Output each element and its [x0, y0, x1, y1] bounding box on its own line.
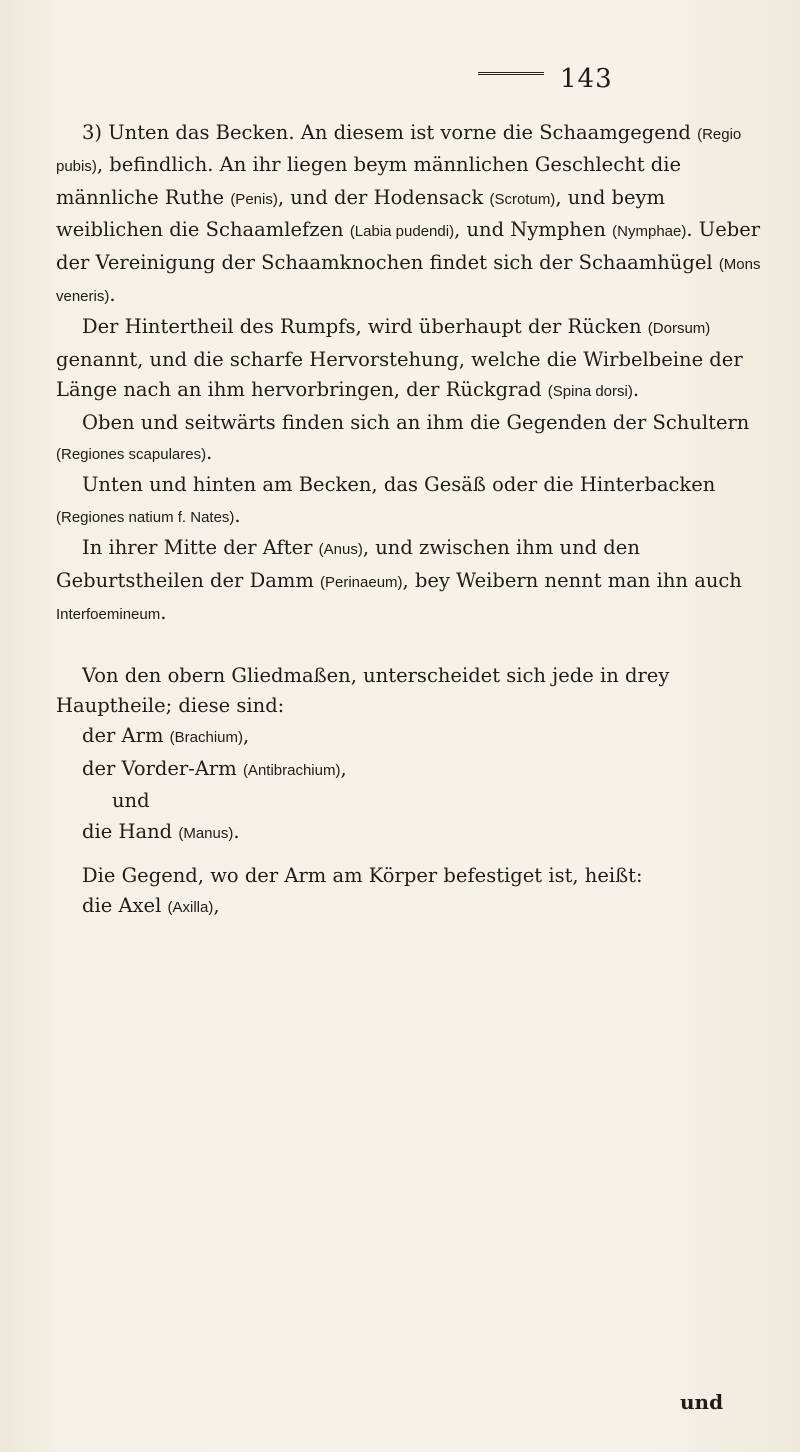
text-run: genannt, und die scharfe Hervorstehung, welche die Wirbelbeine der Länge nach an ihm hervorbringen, der Rückgrad [56, 347, 743, 402]
text-run: . [233, 819, 240, 843]
catchword: und [680, 1390, 724, 1414]
latin-term: (Spina dorsi) [547, 383, 633, 401]
paragraph-gesaess [56, 470, 776, 533]
latin-term: (Manus) [178, 824, 234, 842]
list-item-vorderarm [56, 754, 776, 786]
paragraph-becken [56, 118, 776, 312]
text-run: , und zwischen ihm und den Geburtstheilen der Damm [56, 536, 640, 592]
text-run: , bey Weibern nennt man ihn auch [402, 568, 742, 592]
latin-term: (Dorsum) [647, 320, 711, 338]
latin-term: Interfoemineum [56, 606, 161, 624]
list-item-arm [56, 721, 776, 753]
text-run: . [160, 601, 167, 625]
paragraph-gegend [56, 861, 776, 891]
text-run: , und beym weiblichen die Schaamlefzen [56, 185, 666, 242]
text-run: . [234, 503, 241, 527]
latin-term: (Antibrachium) [242, 761, 341, 779]
header-rule [478, 72, 544, 75]
list-item-axel [56, 891, 776, 923]
latin-term: (Anus) [318, 541, 363, 559]
list-term: die Axel [82, 894, 168, 918]
latin-term: (Regio pubis) [56, 126, 742, 176]
list-term: der Arm [82, 724, 170, 748]
list-item-hand [56, 817, 776, 849]
paragraph-gap [56, 631, 776, 661]
list-term: der Vorder-Arm [82, 756, 243, 780]
latin-term: (Regiones natium f. Nates) [56, 508, 235, 526]
list-term: die Hand [82, 819, 179, 843]
text-run: Oben und seitwärts finden sich an ihm die Gegenden der Schultern [82, 410, 750, 434]
text-run: In ihrer Mitte der After [82, 536, 319, 560]
latin-term: (Brachium) [169, 729, 243, 747]
page-number: 143 [560, 64, 613, 94]
text-run: , [340, 756, 347, 780]
text-run: . [206, 441, 213, 465]
text-run: Unten und hinten am Becken, das Gesäß oder die Hinterbacken [82, 473, 716, 497]
list-term: und [112, 789, 150, 813]
text-run: Der Hintertheil des Rumpfs, wird überhaupt der Rücken [82, 315, 648, 339]
text-run: Die Gegend, wo der Arm am Körper befestiget ist, heißt: [82, 863, 643, 887]
text-run: , und Nymphen [454, 218, 613, 242]
list-item-und [56, 786, 776, 816]
text-run: , befindlich. An ihr liegen beym männlichen Geschlecht die männliche Ruthe [56, 153, 681, 209]
latin-term: (Labia pudendi) [349, 223, 455, 241]
latin-term: (Nymphae) [612, 223, 687, 241]
latin-term: (Penis) [230, 190, 278, 208]
body-text [56, 118, 776, 924]
text-run: . [109, 283, 116, 307]
text-run: , [213, 894, 220, 918]
latin-term: (Mons veneris) [56, 255, 761, 306]
text-run: Von den obern Gliedmaßen, unterscheidet sich jede in drey Hauptheile; diese sind: [56, 663, 670, 717]
paragraph-schultern [56, 408, 776, 471]
text-run: . Ueber der Vereinigung der Schaamknochen findet sich der Schaamhügel [56, 218, 761, 274]
latin-term: (Scrotum) [489, 190, 556, 208]
text-run: 3) Unten das Becken. An diesem ist vorne die Schaamgegend [82, 121, 698, 144]
latin-term: (Regiones scapulares) [56, 446, 207, 464]
paragraph-gliedmassen [56, 661, 776, 722]
text-run: . [632, 378, 640, 402]
latin-term: (Axilla) [167, 899, 214, 917]
latin-term: (Perinaeum) [320, 573, 403, 591]
text-run: , und der Hodensack [277, 185, 490, 209]
paragraph-ruecken [56, 312, 776, 407]
text-run: , [243, 724, 250, 748]
paragraph-after [56, 533, 776, 630]
